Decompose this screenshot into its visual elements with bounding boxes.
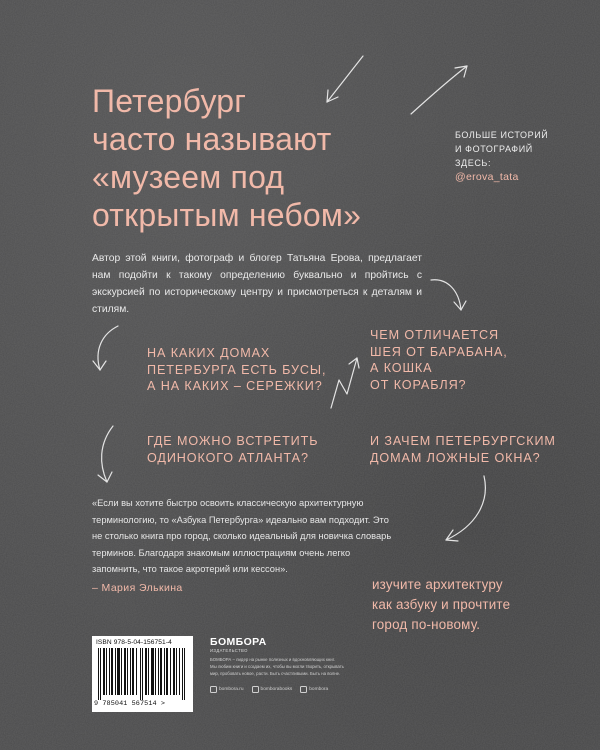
- blurb-line: Мы любим книги и создаем их, чтобы вы могли творить, открывать: [210, 664, 344, 670]
- arrow-left-lower-icon: [85, 420, 135, 490]
- barcode-bars: [96, 648, 189, 700]
- blurb-line: БОМБОРА – лидер на рынке полезных и вдохновляющих книг.: [210, 657, 335, 662]
- publisher-blurb: [210, 656, 410, 678]
- social-label: bombora: [309, 687, 329, 692]
- instagram-line: ЗДЕСЬ:: [455, 158, 492, 168]
- blurb-line: мир, пробовать новое, расти. Быть счастливыми. Быть на волне.: [210, 671, 341, 677]
- barcode: [92, 636, 193, 712]
- question-line: И ЗАЧЕМ ПЕТЕРБУРГСКИМ: [370, 434, 556, 448]
- social-vk[interactable]: [300, 686, 328, 693]
- title-line: Петербург: [92, 83, 247, 119]
- question-line: А НА КАКИХ – СЕРЕЖКИ?: [147, 379, 323, 393]
- instagram-line: И ФОТОГРАФИЙ: [455, 144, 533, 154]
- quote-author: – Мария Элькина: [92, 582, 183, 594]
- question-beads-earrings: [147, 345, 326, 395]
- publisher-subtitle: ИЗДАТЕЛЬСТВО: [210, 648, 248, 653]
- social-site[interactable]: [210, 686, 244, 693]
- arrow-left-mid-icon: [80, 318, 130, 378]
- isbn-number: ISBN 978-5-04-156751-4: [96, 639, 172, 646]
- tagline: [372, 575, 510, 635]
- question-false-windows: [370, 433, 556, 466]
- instagram-line: БОЛЬШЕ ИСТОРИЙ: [455, 130, 549, 140]
- tagline-line: как азбуку и прочтите: [372, 597, 511, 612]
- arrow-zigzag-icon: [325, 352, 365, 412]
- question-line: ОДИНОКОГО АТЛАНТА?: [147, 450, 309, 465]
- intro-paragraph: Автор этой книги, фотограф и блогер Татьяна Ерова, предлагает нам подойти к такому определению буквально и пройтись с экскурсией по историческому центру и присмотреться к деталям и стилям.: [92, 253, 422, 315]
- question-line: ЧЕМ ОТЛИЧАЕТСЯ: [370, 328, 499, 342]
- question-neck-drum: [370, 327, 508, 393]
- ean-digits: 9 785041 567514 >: [94, 700, 166, 708]
- publisher-logo: БОМБОРА: [210, 636, 267, 648]
- question-line: ШЕЯ ОТ БАРАБАНА,: [370, 344, 508, 359]
- vk-icon: [300, 686, 307, 693]
- instagram-icon: [252, 686, 259, 693]
- question-line: НА КАКИХ ДОМАХ: [147, 346, 271, 360]
- arrow-to-instagram-icon: [405, 60, 475, 120]
- arrow-right-lower-icon: [432, 470, 502, 550]
- question-atlas: [147, 433, 318, 466]
- question-line: ДОМАМ ЛОЖНЫЕ ОКНА?: [370, 450, 541, 465]
- arrow-top-icon: [318, 50, 378, 110]
- question-line: А КОШКА: [370, 361, 433, 375]
- tagline-line: город по-новому.: [372, 617, 481, 632]
- title-line: «музеем под: [92, 159, 285, 195]
- social-instagram[interactable]: [252, 686, 293, 693]
- globe-icon: [210, 686, 217, 693]
- question-line: ГДЕ МОЖНО ВСТРЕТИТЬ: [147, 434, 319, 448]
- question-line: ОТ КОРАБЛЯ?: [370, 377, 467, 392]
- instagram-handle[interactable]: @erova_tata: [455, 171, 519, 183]
- publisher-socials: [210, 686, 328, 693]
- social-label: bomborabooks: [260, 687, 293, 692]
- arrow-intro-icon: [425, 272, 475, 322]
- tagline-line: изучите архитектуру: [372, 577, 503, 592]
- title-line: открытым небом»: [92, 197, 362, 233]
- title-line: часто называют: [92, 121, 332, 157]
- review-quote: «Если вы хотите быстро освоить классическую архитектурную терминологию, то «Азбука Петербурга» идеально вам подходит. Это не столько книга про город, сколько идеальный для новичка словарь терминов. Благодаря знакомым иллюстрациям очень легко запомнить, что такое акротерий или кессон».: [92, 498, 392, 574]
- instagram-callout: [455, 128, 548, 184]
- social-label: bombora.ru: [219, 687, 244, 692]
- question-line: ПЕТЕРБУРГА ЕСТЬ БУСЫ,: [147, 362, 327, 377]
